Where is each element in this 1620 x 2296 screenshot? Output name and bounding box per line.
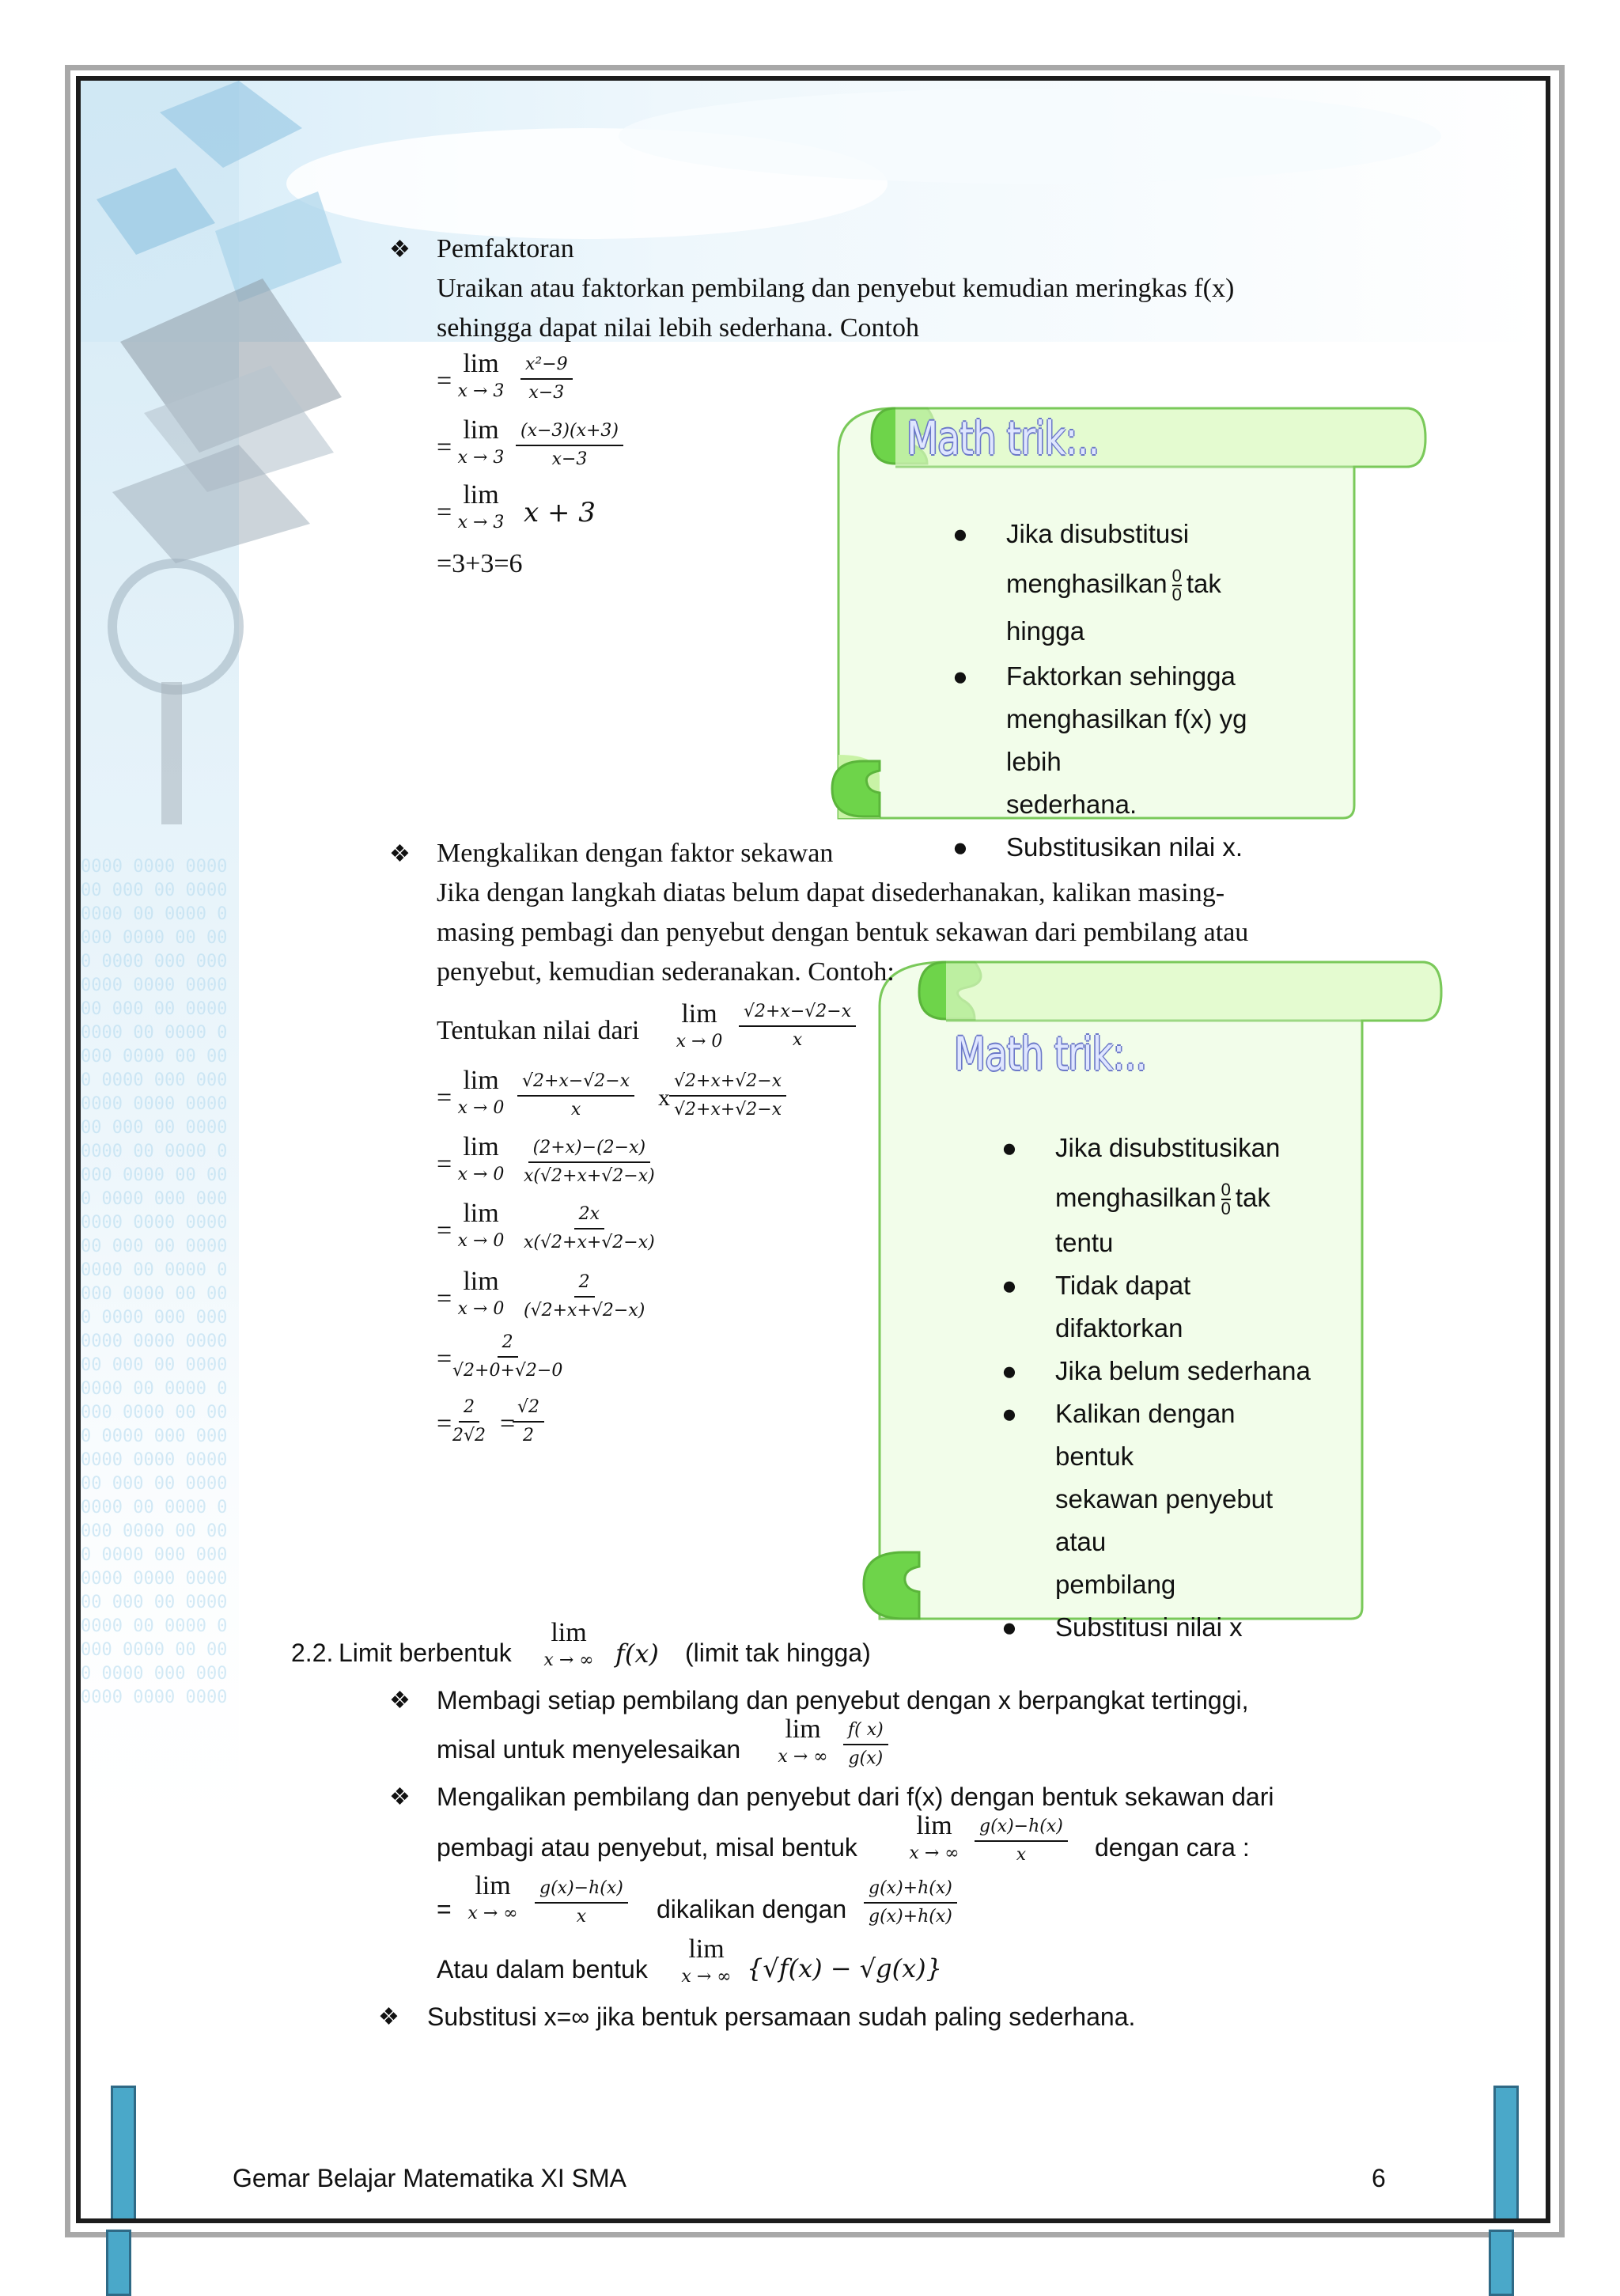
svg-text:000 0000 00 00: 000 0000 00 00 bbox=[81, 1640, 228, 1660]
math-trik-title: Math trik:.. bbox=[954, 1027, 1147, 1081]
math-trik-title: Math trik:.. bbox=[907, 411, 1100, 465]
times-sign: x bbox=[658, 1085, 670, 1111]
atau-text: Atau dalam bentuk bbox=[437, 1955, 648, 1983]
equals-sign: = bbox=[437, 1409, 452, 1438]
svg-text:0000 00 0000 0: 0000 00 0000 0 bbox=[81, 1023, 228, 1043]
list-item: ● Substitusikan nilai x. bbox=[948, 826, 1280, 869]
bullet-dot-icon: ● bbox=[952, 519, 968, 548]
svg-text:00 000 00 0000: 00 000 00 0000 bbox=[81, 1118, 228, 1138]
equals-sign: = bbox=[437, 1150, 452, 1179]
footer-bar-right-lower bbox=[1489, 2230, 1514, 2296]
list-item-continuation: sederhana. bbox=[1006, 790, 1137, 819]
equals-sign: = bbox=[437, 433, 452, 462]
pemfaktoran-heading: Pemfaktoran bbox=[437, 234, 574, 263]
svg-text:0000 0000 0000: 0000 0000 0000 bbox=[81, 857, 228, 877]
svg-text:0000 0000 0000: 0000 0000 0000 bbox=[81, 1332, 228, 1351]
bullet-diamond-icon: ❖ bbox=[389, 237, 411, 263]
svg-text:00 000 00 0000: 00 000 00 0000 bbox=[81, 1237, 228, 1256]
pemfaktoran-text-line2: sehingga dapat nilai lebih sederhana. Contoh bbox=[437, 313, 919, 343]
footer-bar-left-lower bbox=[106, 2230, 131, 2296]
list-item-continuation: menghasilkan $\frac{0}{0}$ tak bbox=[1055, 1180, 1270, 1219]
b2-tail: dengan cara : bbox=[1095, 1833, 1250, 1862]
svg-text:0 0000 000 000: 0 0000 000 000 bbox=[81, 1545, 228, 1565]
bullet-dot-icon: ● bbox=[952, 661, 968, 691]
bullet-dot-icon: ● bbox=[1001, 1612, 1017, 1642]
equals-sign: = bbox=[437, 1284, 452, 1313]
fraction-s3: $\frac{2x}{x(√2+x+√2-x)}$ bbox=[524, 1204, 655, 1252]
list-item: ● Faktorkan sehingga bbox=[948, 655, 1280, 698]
footer-bar-right bbox=[1493, 2086, 1519, 2223]
fraction-s5: $\frac{2}{√2+0+√2-0}$ bbox=[452, 1332, 563, 1381]
list-item-continuation: menghasilkan f(x) yg lebih bbox=[1006, 704, 1247, 776]
limit-operator: lim x → ∞ bbox=[543, 1618, 594, 1670]
svg-text:0000 00 0000 0: 0000 00 0000 0 bbox=[81, 904, 228, 924]
limit-operator: lim x → 3 bbox=[457, 349, 505, 401]
list-item: ● Substitusi nilai x bbox=[997, 1606, 1313, 1649]
svg-text:0 0000 000 000: 0 0000 000 000 bbox=[81, 1426, 228, 1446]
fraction-s4: $\frac{2}{(√2+x+√2-x)}$ bbox=[524, 1272, 645, 1320]
fraction-g-minus-h: $\frac{g(x)-h(x)}{x}$ bbox=[535, 1877, 628, 1929]
expression-x-plus-3: x + 3 bbox=[524, 497, 596, 529]
svg-text:0000 00 0000 0: 0000 00 0000 0 bbox=[81, 1379, 228, 1399]
fraction-s6a: $\frac{2}{2√2}$ bbox=[452, 1397, 486, 1445]
svg-text:000 0000 00 00: 000 0000 00 00 bbox=[81, 1403, 228, 1423]
b2-line2: pembagi atau penyebut, misal bentuk bbox=[437, 1833, 857, 1862]
list-item: ● Tidak dapat difaktorkan bbox=[997, 1264, 1313, 1350]
b2-line1: Mengalikan pembilang dan penyebut dari f(x) dengan bentuk sekawan dari bbox=[437, 1783, 1274, 1811]
scroll-2-list bbox=[997, 1127, 1313, 1649]
svg-text:0000 0000 0000: 0000 0000 0000 bbox=[81, 1569, 228, 1589]
bullet-dot-icon: ● bbox=[1001, 1133, 1017, 1162]
equals-sign: = bbox=[437, 1344, 452, 1373]
list-item: ● Jika disubstitusikan bbox=[997, 1127, 1313, 1169]
bullet-diamond-icon: ❖ bbox=[389, 841, 411, 867]
svg-text:000 0000 00 00: 000 0000 00 00 bbox=[81, 1521, 228, 1541]
list-item-continuation: sekawan penyebut atau bbox=[1055, 1484, 1274, 1556]
list-item: ● Kalikan dengan bentuk bbox=[997, 1392, 1313, 1478]
svg-text:0000 0000 0000: 0000 0000 0000 bbox=[81, 976, 228, 995]
svg-text:0000 0000 0000: 0000 0000 0000 bbox=[81, 1688, 228, 1707]
svg-text:00 000 00 0000: 00 000 00 0000 bbox=[81, 999, 228, 1019]
expression-fx: f(x) bbox=[615, 1639, 659, 1669]
limit-operator: lim x → 0 bbox=[457, 1066, 505, 1118]
section-number: 2.2. bbox=[291, 1639, 334, 1667]
list-item: ● Jika belum sederhana bbox=[997, 1350, 1313, 1392]
svg-text:0000 0000 0000: 0000 0000 0000 bbox=[81, 1094, 228, 1114]
fraction-g-plus-h: $\frac{g(x)+h(x)}{g(x)+h(x)}$ bbox=[864, 1877, 957, 1929]
svg-text:0000 00 0000 0: 0000 00 0000 0 bbox=[81, 1142, 228, 1161]
fraction-zero-over-zero: $\frac{0}{0}$ bbox=[1171, 566, 1182, 605]
svg-text:0000 00 0000 0: 0000 00 0000 0 bbox=[81, 1498, 228, 1517]
fraction-s1-multiplier: $\frac{√2+x+√2-x}{√2+x+√2-x}$ bbox=[669, 1070, 786, 1122]
equals-sign: = bbox=[500, 1409, 516, 1438]
b1-line1: Membagi setiap pembilang dan penyebut dengan x berpangkat tertinggi, bbox=[437, 1686, 1249, 1714]
svg-text:00 000 00 0000: 00 000 00 0000 bbox=[81, 1593, 228, 1612]
fraction-f-over-g: $\frac{f( x)}{g(x)}$ bbox=[843, 1718, 888, 1771]
limit-operator: lim x → 3 bbox=[457, 415, 505, 468]
svg-text:0 0000 000 000: 0 0000 000 000 bbox=[81, 1189, 228, 1209]
footer-bar-left bbox=[111, 2086, 136, 2223]
footer-text: Gemar Belajar Matematika XI SMA bbox=[233, 2164, 626, 2192]
limit-operator: lim x → 0 bbox=[457, 1199, 505, 1251]
svg-text:0000 00 0000 0: 0000 00 0000 0 bbox=[81, 1616, 228, 1636]
svg-text:0 0000 000 000: 0 0000 000 000 bbox=[81, 1308, 228, 1328]
sekawan-text-line3: penyebut, kemudian sederanakan. Contoh: bbox=[437, 957, 895, 987]
limit-operator: lim x → 0 bbox=[676, 999, 723, 1051]
fraction-g-minus-h: $\frac{g(x)-h(x)}{x}$ bbox=[975, 1815, 1068, 1867]
svg-text:0 0000 000 000: 0 0000 000 000 bbox=[81, 952, 228, 972]
list-item-continuation: pembilang bbox=[1055, 1570, 1176, 1599]
sekawan-heading: Mengkalikan dengan faktor sekawan bbox=[437, 839, 834, 868]
equals-sign: = bbox=[437, 498, 452, 527]
bullet-diamond-icon: ❖ bbox=[389, 1688, 411, 1714]
svg-text:000 0000 00 00: 000 0000 00 00 bbox=[81, 1284, 228, 1304]
section-title: Limit berbentuk bbox=[339, 1639, 512, 1667]
limit-operator: lim x → ∞ bbox=[909, 1811, 960, 1863]
limit-operator: lim x → ∞ bbox=[681, 1934, 732, 1987]
sekawan-text-line2: masing pembagi dan penyebut dengan bentuk sekawan dari pembilang atau bbox=[437, 918, 1249, 947]
list-item-continuation: tentu bbox=[1055, 1228, 1114, 1257]
svg-text:0000 0000 0000: 0000 0000 0000 bbox=[81, 1450, 228, 1470]
svg-text:00 000 00 0000: 00 000 00 0000 bbox=[81, 1355, 228, 1375]
bullet-dot-icon: ● bbox=[1001, 1271, 1017, 1300]
limit-operator: lim x → 0 bbox=[457, 1267, 505, 1319]
svg-text:000 0000 00 00: 000 0000 00 00 bbox=[81, 1165, 228, 1185]
page-number: 6 bbox=[1372, 2164, 1386, 2192]
fraction-s2: $\frac{(2+x)-(2-x)}{x(√2+x+√2-x)}$ bbox=[524, 1138, 655, 1186]
fraction-zero-over-zero: $\frac{0}{0}$ bbox=[1221, 1180, 1231, 1219]
limit-operator: lim x → 3 bbox=[457, 480, 505, 532]
svg-text:0000 0000 0000: 0000 0000 0000 bbox=[81, 1213, 228, 1233]
pemfaktoran-text-line1: Uraikan atau faktorkan pembilang dan penyebut kemudian meringkas f(x) bbox=[437, 274, 1235, 303]
fraction-s6b: $\frac{√2}{2}$ bbox=[513, 1396, 544, 1448]
equals-sign: = bbox=[437, 1216, 452, 1245]
svg-text:0 0000 000 000: 0 0000 000 000 bbox=[81, 1664, 228, 1684]
svg-text:000 0000 00 00: 000 0000 00 00 bbox=[81, 928, 228, 948]
fraction-step2: $\frac{(x-3)(x+3)}{x-3}$ bbox=[516, 419, 623, 472]
list-item: ● Jika disubstitusi bbox=[948, 513, 1280, 555]
equals-sign: = bbox=[437, 1083, 452, 1112]
equals-sign: = bbox=[437, 1895, 452, 1923]
fraction-step1: $\frac{\text{x²−9}}{x-3}$ bbox=[520, 353, 573, 405]
expression-sqrt-difference: {√f(x) − √g(x)} bbox=[747, 1953, 943, 1983]
bullet-dot-icon: ● bbox=[1001, 1356, 1017, 1385]
bullet-dot-icon: ● bbox=[1001, 1399, 1017, 1428]
fraction-s1: $\frac{√2+x-√2-x}{x}$ bbox=[517, 1070, 634, 1122]
limit-operator: lim x → 0 bbox=[457, 1132, 505, 1184]
sekawan-text-line1: Jika dengan langkah diatas belum dapat disederhanakan, kalikan masing- bbox=[437, 878, 1225, 907]
b1-line2: misal untuk menyelesaikan bbox=[437, 1735, 741, 1764]
pemfaktoran-result: =3+3=6 bbox=[437, 549, 523, 578]
scroll-1-list bbox=[948, 513, 1280, 869]
svg-text:0000 00 0000 0: 0000 00 0000 0 bbox=[81, 1260, 228, 1280]
section-title-suffix: (limit tak hingga) bbox=[685, 1639, 871, 1667]
svg-text:00 000 00 0000: 00 000 00 0000 bbox=[81, 881, 228, 900]
limit-operator: lim x → ∞ bbox=[778, 1714, 828, 1767]
bullet-dot-icon: ● bbox=[952, 832, 968, 862]
dikalikan-text: dikalikan dengan bbox=[657, 1895, 847, 1923]
svg-text:0 0000 000 000: 0 0000 000 000 bbox=[81, 1070, 228, 1090]
list-item: menghasilkan $\frac{0}{0}$ tak hingga bbox=[1006, 566, 1221, 646]
bullet-diamond-icon: ❖ bbox=[389, 1784, 411, 1810]
fraction-question: $\frac{√2+x-√2-x}{x}$ bbox=[739, 1000, 856, 1052]
svg-text:000 0000 00 00: 000 0000 00 00 bbox=[81, 1047, 228, 1067]
equals-sign: = bbox=[437, 366, 452, 396]
question-prompt: Tentukan nilai dari bbox=[437, 1016, 640, 1045]
limit-operator: lim x → ∞ bbox=[467, 1871, 518, 1923]
svg-text:00 000 00 0000: 00 000 00 0000 bbox=[81, 1474, 228, 1494]
bullet-diamond-icon: ❖ bbox=[378, 2004, 399, 2030]
b3-text: Substitusi x=∞ jika bentuk persamaan sudah paling sederhana. bbox=[427, 2002, 1136, 2031]
